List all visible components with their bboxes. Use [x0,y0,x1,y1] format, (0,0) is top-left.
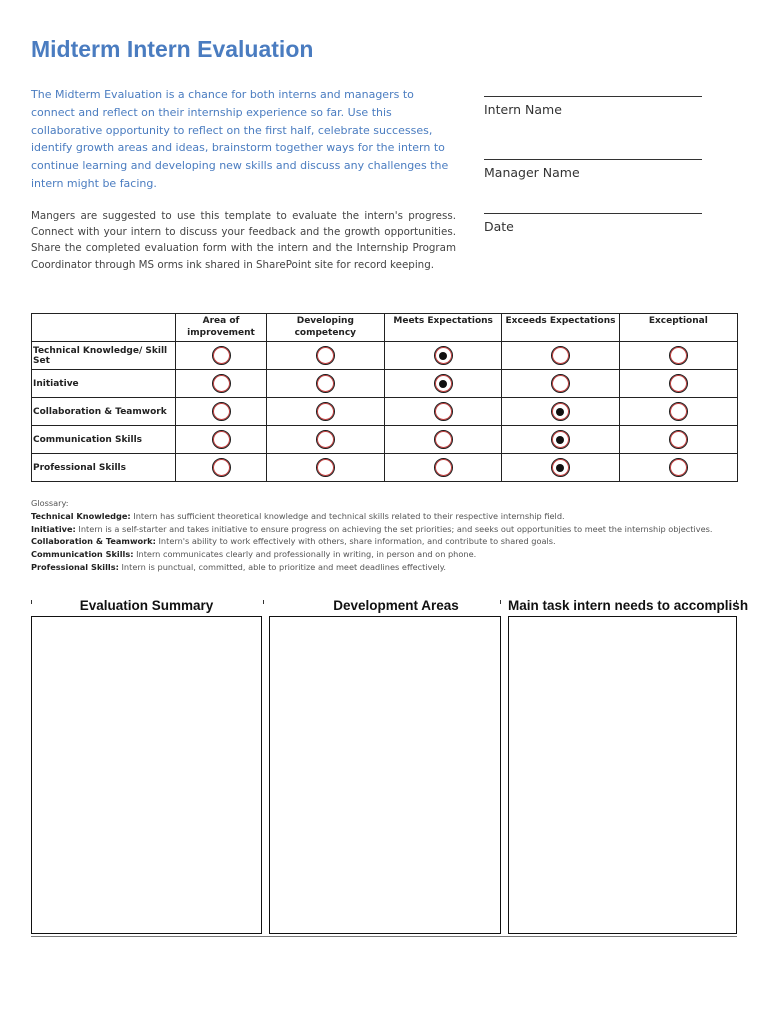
criteria-header [32,314,176,342]
rating-cell [176,426,266,454]
glossary-entry [31,561,751,574]
rating-cell [384,454,501,482]
main-task-box[interactable] [508,616,737,934]
rating-cell [502,454,619,482]
criterion-label: Collaboration & Teamwork [32,398,176,426]
divider [31,936,737,937]
glossary-term: Communication Skills: [31,549,134,560]
column-header: Area of improvement [176,314,266,342]
rating-cell [266,398,384,426]
radio-unselected[interactable] [434,430,453,449]
radio-unselected[interactable] [669,346,688,365]
rating-cell [176,370,266,398]
glossary-term: Collaboration & Teamwork: [31,536,156,547]
box-marker [263,600,264,604]
rating-cell [619,398,737,426]
radio-unselected[interactable] [316,402,335,421]
radio-selected[interactable] [551,402,570,421]
glossary-entry [31,510,751,523]
development-areas-heading: Development Areas [333,598,459,613]
rating-cell [384,426,501,454]
rating-cell [502,398,619,426]
radio-unselected[interactable] [212,430,231,449]
glossary-definition: Intern is a self-starter and takes initiative to ensure progress on achieving the set priorities; and seeks out opportunities to meet the internship objectives. [78,523,713,534]
rating-cell [619,342,737,370]
rating-cell [384,342,501,370]
rating-cell [176,398,266,426]
table-header-row [32,314,738,342]
radio-unselected[interactable] [434,402,453,421]
intro-paragraph: The Midterm Evaluation is a chance for both interns and managers to connect and reflect on their internship experience so far. Use this collaborative opportunity to reflect on the first half, celebrate successes, identify growth areas and ideas, brainstorm together ways for the intern to continue learning and developing new skills and discuss any challenges the intern might be facing. [31,88,449,190]
radio-unselected[interactable] [551,374,570,393]
rating-cell [384,370,501,398]
radio-unselected[interactable] [434,458,453,477]
column-header: Meets Expectations [384,314,501,342]
radio-selected[interactable] [434,346,453,365]
table-row [32,454,738,482]
rating-cell [619,370,737,398]
glossary-entry [31,548,751,561]
manager-name-label: Manager Name [484,165,580,180]
manager-name-line[interactable] [484,159,702,160]
radio-selected[interactable] [551,430,570,449]
evaluation-summary-heading: Evaluation Summary [79,598,214,613]
radio-unselected[interactable] [316,346,335,365]
radio-unselected[interactable] [669,430,688,449]
column-header: Exceptional [619,314,737,342]
radio-unselected[interactable] [316,458,335,477]
radio-unselected[interactable] [212,458,231,477]
radio-unselected[interactable] [212,402,231,421]
glossary-title: Glossary: [31,498,69,508]
rating-table [31,313,738,482]
criterion-label: Technical Knowledge/ Skill Set [32,342,176,370]
table-row [32,342,738,370]
criterion-label: Initiative [32,370,176,398]
table-row [32,426,738,454]
glossary-entry [31,523,751,536]
intern-name-label: Intern Name [484,102,562,117]
column-header: Developing competency [266,314,384,342]
rating-cell [619,426,737,454]
radio-unselected[interactable] [316,374,335,393]
rating-cell [619,454,737,482]
development-areas-box[interactable] [269,616,501,934]
radio-unselected[interactable] [212,346,231,365]
rating-cell [176,342,266,370]
table-row [32,398,738,426]
criterion-label: Communication Skills [32,426,176,454]
radio-selected[interactable] [434,374,453,393]
intern-name-line[interactable] [484,96,702,97]
table-row [32,370,738,398]
radio-unselected[interactable] [669,402,688,421]
radio-unselected[interactable] [669,374,688,393]
glossary-term: Initiative: [31,523,76,534]
rating-cell [384,398,501,426]
radio-unselected[interactable] [212,374,231,393]
glossary-term: Technical Knowledge: [31,510,131,521]
glossary-definition: Intern has sufficient theoretical knowledge and technical skills related to their respective internship field. [133,510,565,521]
main-task-heading: Main task intern needs to accomplish [508,598,749,613]
glossary-definition: Intern's ability to work effectively with others, share information, and contribute to shared goals. [158,536,556,547]
rating-cell [266,454,384,482]
rating-cell [266,426,384,454]
rating-cell [266,370,384,398]
radio-unselected[interactable] [551,346,570,365]
date-label: Date [484,219,514,234]
radio-selected[interactable] [551,458,570,477]
page-title: Midterm Intern Evaluation [31,36,314,62]
rating-cell [502,342,619,370]
criterion-label: Professional Skills [32,454,176,482]
glossary [31,497,751,574]
glossary-definition: Intern communicates clearly and professionally in writing, in person and on phone. [136,549,477,560]
evaluation-summary-box[interactable] [31,616,262,934]
rating-cell [502,426,619,454]
glossary-definition: Intern is punctual, committed, able to prioritize and meet deadlines effectively. [121,561,447,572]
rating-cell [176,454,266,482]
rating-cell [266,342,384,370]
glossary-entry [31,535,751,548]
date-line[interactable] [484,213,702,214]
column-header: Exceeds Expectations [502,314,619,342]
radio-unselected[interactable] [316,430,335,449]
instructions-paragraph: Mangers are suggested to use this template to evaluate the intern's progress. Connect with your intern to discuss your feedback and the growth opportunities. Share the completed evaluation form with the intern and the Internship Program Coordinator through MS orms ink shared in SharePoint site for record keeping. [31,210,456,271]
radio-unselected[interactable] [669,458,688,477]
glossary-term: Professional Skills: [31,561,119,572]
rating-cell [502,370,619,398]
